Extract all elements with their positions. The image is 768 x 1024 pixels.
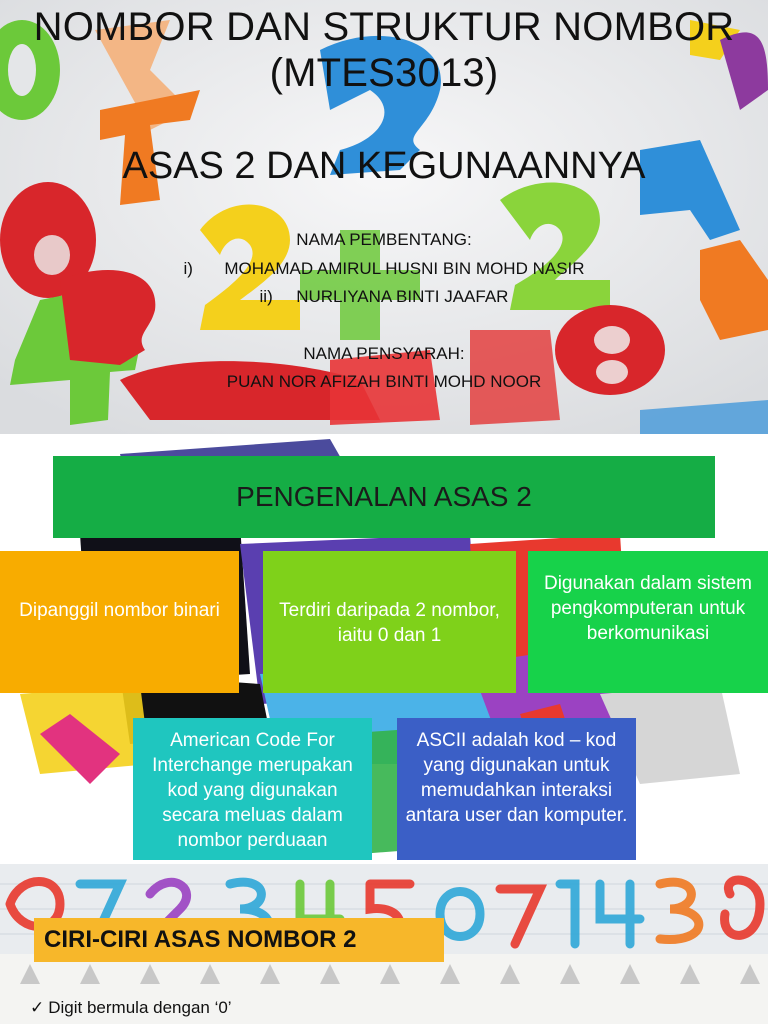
presenter-row-1: [0, 259, 768, 279]
presenter-marker-2: ii): [259, 287, 273, 306]
slide-introduction: [0, 434, 768, 864]
characteristics-title: CIRI-CIRI ASAS NOMBOR 2: [34, 918, 444, 962]
slide1-title-line2: (MTES3013): [269, 51, 499, 95]
card-two-digits: Terdiri daripada 2 nombor, iaitu 0 dan 1: [263, 551, 516, 693]
card-computing-usage: Digunakan dalam sistem pengkomputeran untuk berkomunikasi: [528, 551, 768, 693]
card-american-code: American Code For Interchange merupakan kod yang digunakan secara meluas dalam nombor perduaan: [133, 718, 372, 860]
slide1-title-line1: NOMBOR DAN STRUKTUR NOMBOR: [33, 5, 735, 49]
slide-title: [0, 0, 768, 434]
presenter-name-2: NURLIYANA BINTI JAAFAR: [296, 287, 509, 306]
card-binary-name: Dipanggil nombor binari: [0, 551, 239, 693]
presenter-row-2: [0, 287, 768, 307]
checkmark-icon: ✓: [30, 998, 45, 1017]
presenter-marker-1: i): [183, 259, 193, 278]
card-ascii: ASCII adalah kod – kod yang digunakan untuk memudahkan interaksi antara user dan komputer.: [397, 718, 636, 860]
lecturer-name: PUAN NOR AFIZAH BINTI MOHD NOOR: [226, 372, 542, 391]
bullet-text: Digit bermula dengan ‘0’: [48, 998, 232, 1017]
slide1-subtitle: ASAS 2 DAN KEGUNAANNYA: [122, 145, 646, 187]
slide-characteristics: [0, 864, 768, 1024]
lecturer-label: NAMA PENSYARAH:: [303, 344, 465, 363]
introduction-header: PENGENALAN ASAS 2: [53, 456, 715, 538]
slide1-title: [0, 4, 768, 96]
presenter-name-1: MOHAMAD AMIRUL HUSNI BIN MOHD NASIR: [224, 259, 585, 278]
bullet-item: [30, 998, 232, 1018]
presenters-label: NAMA PEMBENTANG:: [296, 230, 472, 249]
